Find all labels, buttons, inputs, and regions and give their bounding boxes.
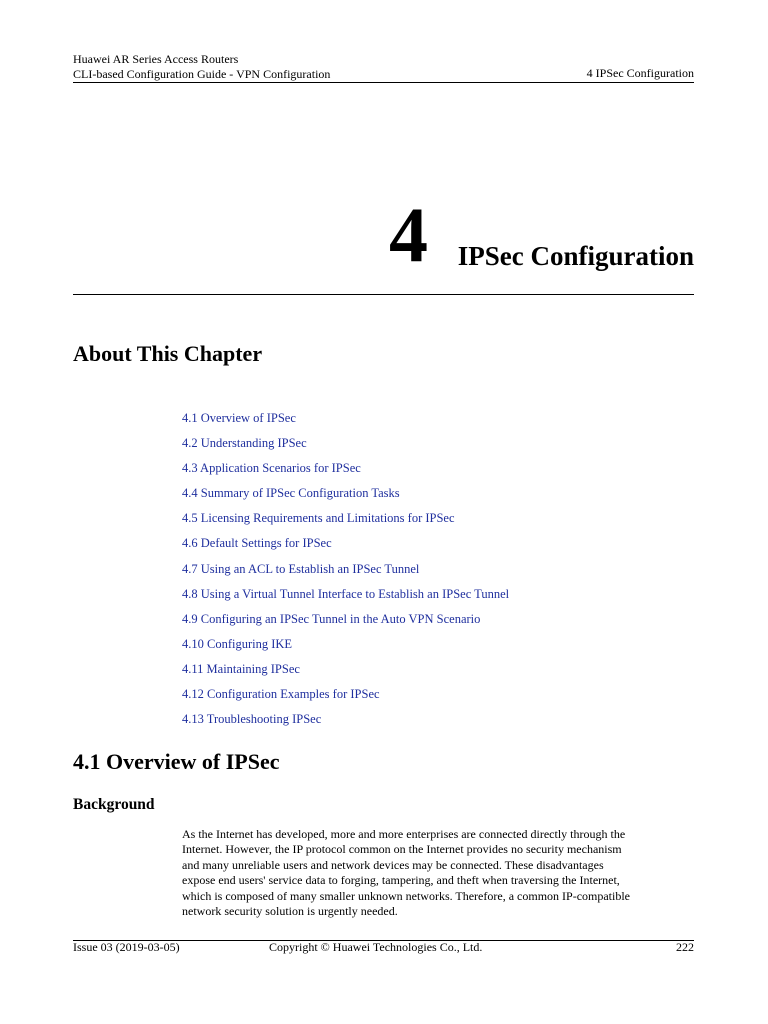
toc-item[interactable] — [182, 585, 509, 610]
toc-link[interactable]: 4.3 Application Scenarios for IPSec — [182, 461, 361, 476]
toc-link[interactable]: 4.4 Summary of IPSec Configuration Tasks — [182, 486, 400, 501]
footer-page-number: 222 — [676, 940, 694, 954]
chapter-number: 4 — [389, 191, 428, 278]
paragraph-line: As the Internet has developed, more and more enterprises are connected directly through the — [182, 827, 626, 841]
paragraph-line: which is composed of many smaller unknown networks. Therefore, a common IP-compatible — [182, 888, 631, 903]
header-chapter-ref: 4 IPSec Configuration — [586, 66, 694, 80]
toc-link[interactable]: 4.2 Understanding IPSec — [182, 436, 307, 451]
chapter-title: IPSec Configuration — [457, 241, 694, 271]
toc-link[interactable]: 4.9 Configuring an IPSec Tunnel in the Auto VPN Scenario — [182, 611, 481, 626]
paragraph-line: expose end users' service data to forging, tampering, and theft when traversing the Internet, — [182, 873, 620, 888]
toc-item[interactable] — [182, 484, 509, 509]
background-paragraph — [182, 827, 694, 919]
section-heading: 4.1 Overview of IPSec — [73, 749, 280, 774]
toc-link[interactable]: 4.10 Configuring IKE — [182, 636, 293, 651]
footer-copyright: Copyright © Huawei Technologies Co., Ltd. — [269, 940, 483, 954]
toc-link[interactable]: 4.6 Default Settings for IPSec — [182, 536, 332, 551]
toc-link[interactable]: 4.12 Configuration Examples for IPSec — [182, 687, 380, 702]
header-guide: CLI-based Configuration Guide - VPN Configuration — [73, 67, 331, 81]
header-rule — [73, 82, 694, 83]
toc-link[interactable]: 4.8 Using a Virtual Tunnel Interface to Establish an IPSec Tunnel — [182, 586, 510, 601]
toc-link[interactable]: 4.5 Licensing Requirements and Limitations for IPSec — [182, 511, 455, 526]
paragraph-line: network security solution is urgently needed. — [182, 904, 398, 919]
toc-item[interactable] — [182, 610, 509, 635]
about-heading: About This Chapter — [73, 341, 263, 366]
toc-item[interactable] — [182, 710, 509, 735]
toc-item[interactable] — [182, 660, 509, 685]
toc-item[interactable] — [182, 434, 509, 459]
paragraph-line: and many unreliable users and network devices may be connected. These disadvantages — [182, 857, 604, 872]
toc-link[interactable]: 4.1 Overview of IPSec — [182, 411, 296, 425]
footer-issue: Issue 03 (2019-03-05) — [73, 940, 180, 954]
toc-link[interactable]: 4.7 Using an ACL to Establish an IPSec Tunnel — [182, 561, 420, 576]
toc-item[interactable] — [182, 409, 509, 434]
chapter-rule — [73, 294, 694, 295]
toc-item[interactable] — [182, 534, 509, 559]
subsection-heading: Background — [73, 796, 155, 813]
toc-link[interactable]: 4.13 Troubleshooting IPSec — [182, 712, 322, 727]
chapter-toc — [182, 409, 509, 735]
toc-item[interactable] — [182, 560, 509, 585]
toc-item[interactable] — [182, 509, 509, 534]
toc-link[interactable]: 4.11 Maintaining IPSec — [182, 661, 300, 676]
toc-item[interactable] — [182, 635, 509, 660]
toc-item[interactable] — [182, 685, 509, 710]
toc-item[interactable] — [182, 459, 509, 484]
paragraph-line: Internet. However, the IP protocol common on the Internet provides no security mechanism — [182, 842, 622, 857]
header-product: Huawei AR Series Access Routers — [73, 52, 239, 66]
